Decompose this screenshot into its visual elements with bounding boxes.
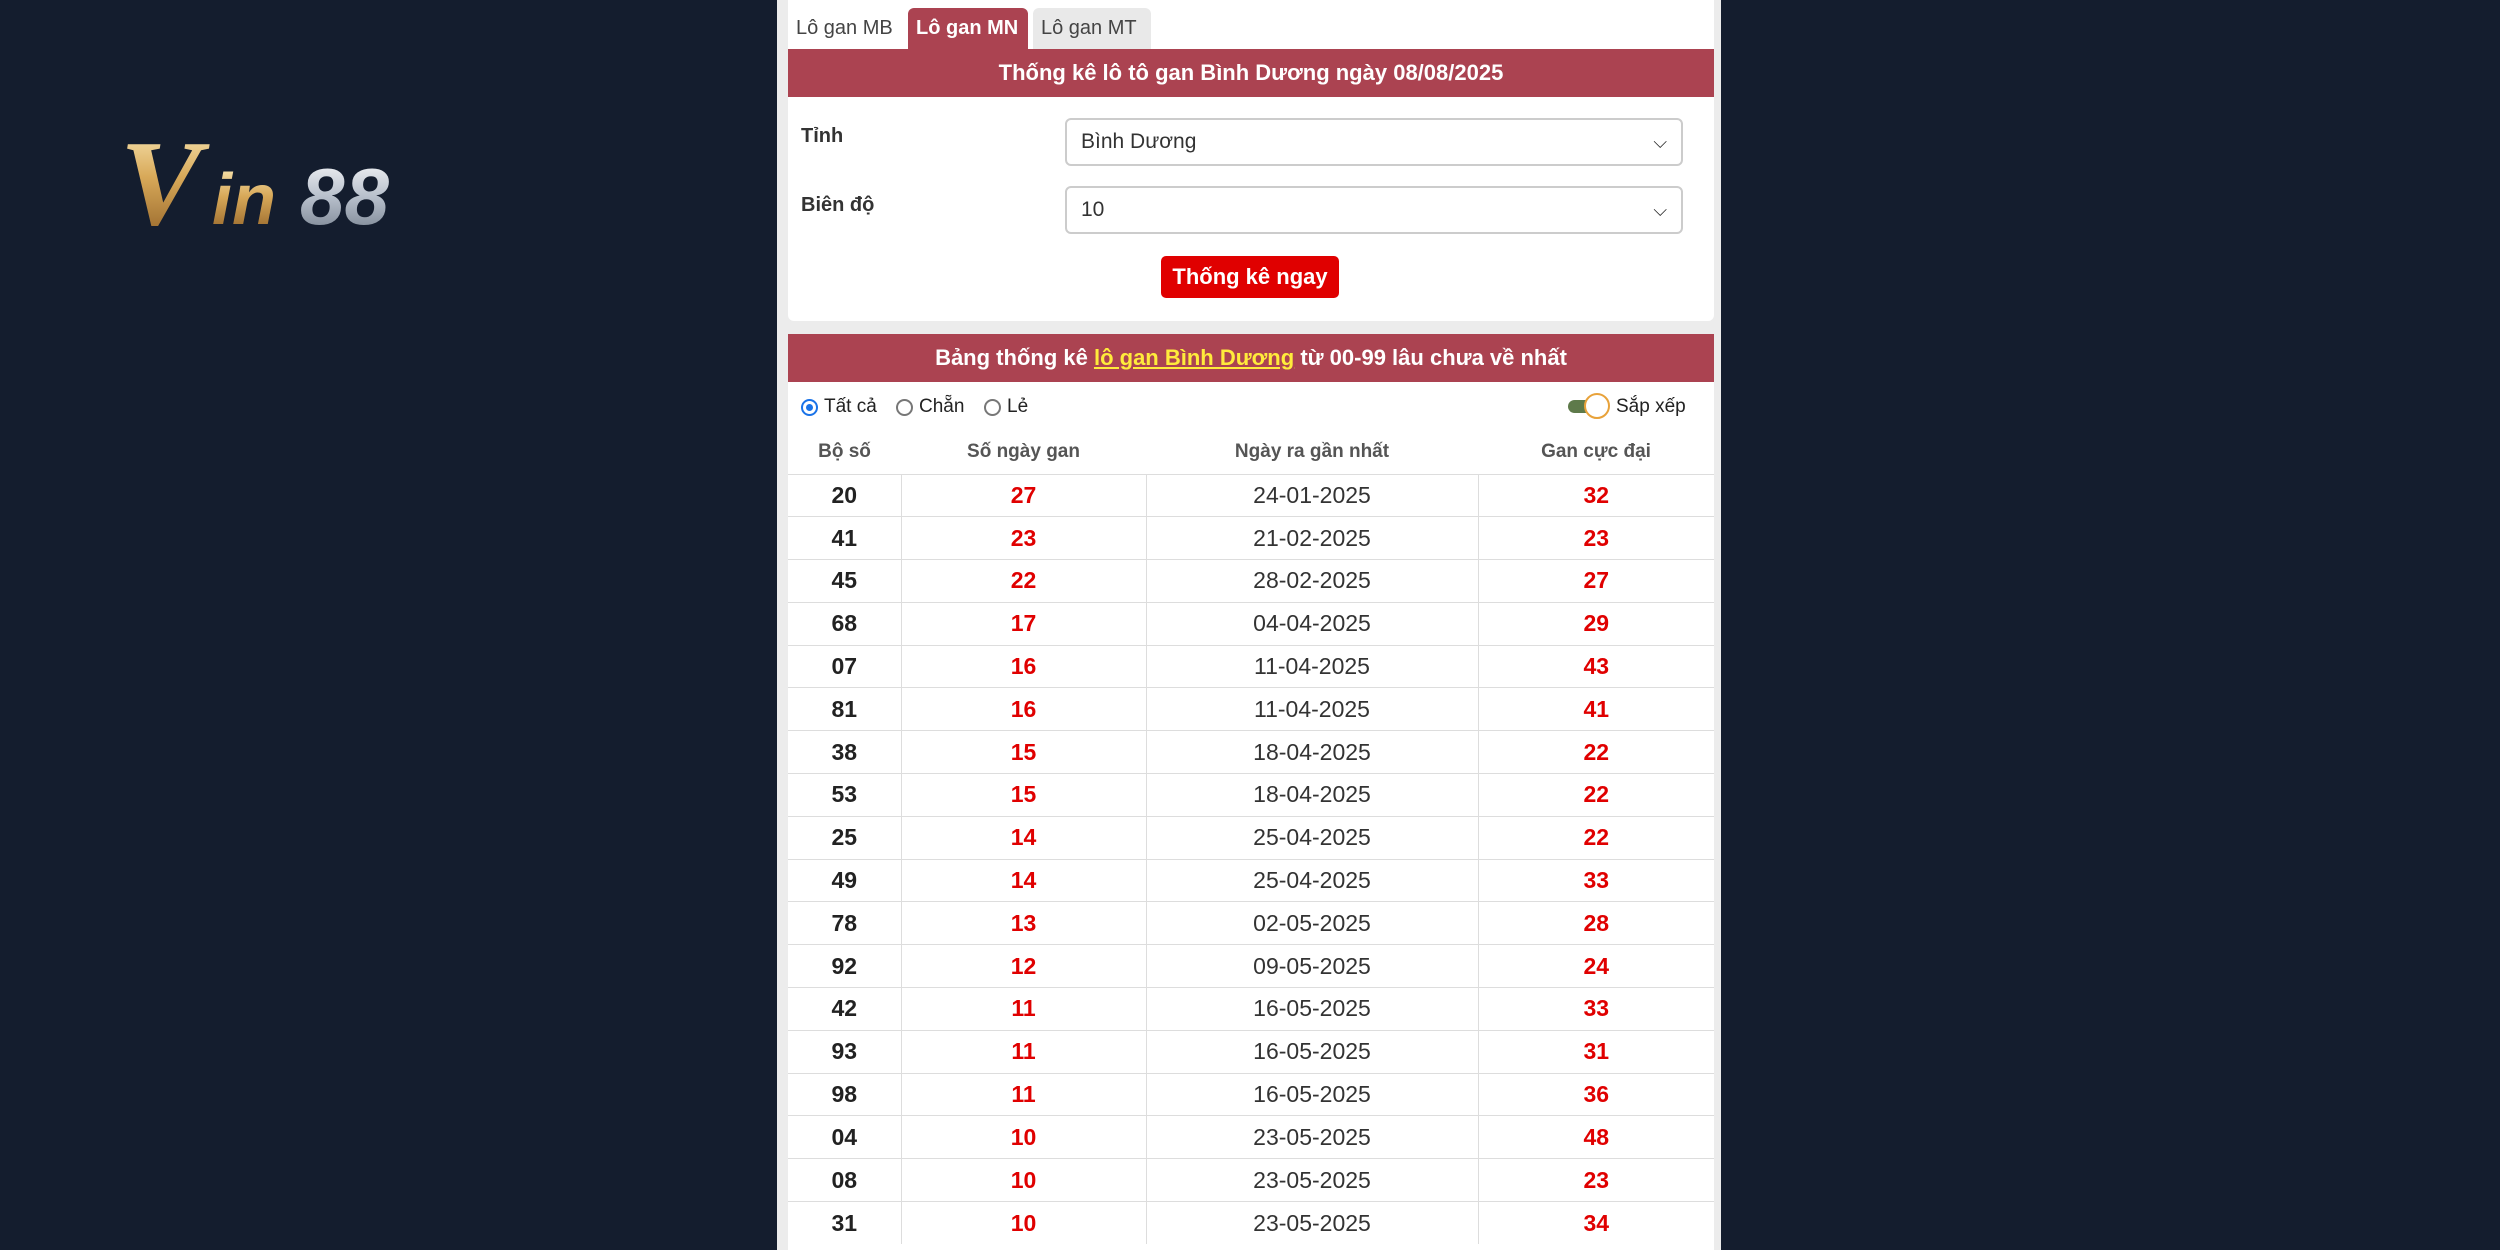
cell-ngay-ra: 11-04-2025 [1146,688,1478,731]
stats-form [788,97,1714,321]
cell-ngay-ra: 04-04-2025 [1146,602,1478,645]
col-header-bo-so[interactable]: Bộ số [788,430,901,474]
cell-so-ngay-gan: 14 [901,859,1146,902]
cell-bo-so: 38 [788,731,901,774]
cell-gan-cuc-dai: 22 [1478,816,1714,859]
table-row [788,1073,1714,1116]
filter-even-radio[interactable] [896,397,964,417]
table-header-row [788,430,1714,474]
cell-ngay-ra: 25-04-2025 [1146,859,1478,902]
cell-gan-cuc-dai: 23 [1478,1159,1714,1202]
table-row [788,474,1714,517]
cell-ngay-ra: 23-05-2025 [1146,1202,1478,1245]
cell-bo-so: 20 [788,474,901,517]
svg-text:88: 88 [300,152,389,238]
cell-ngay-ra: 24-01-2025 [1146,474,1478,517]
cell-ngay-ra: 23-05-2025 [1146,1159,1478,1202]
table-row [788,645,1714,688]
province-select[interactable] [1065,118,1683,166]
chevron-down-icon: ⌵ [1653,200,1667,220]
table-row [788,560,1714,603]
cell-bo-so: 25 [788,816,901,859]
stats-title [788,334,1714,382]
table-row [788,859,1714,902]
cell-ngay-ra: 09-05-2025 [1146,945,1478,988]
stats-title-prefix: Bảng thống kê [935,345,1088,370]
cell-bo-so: 49 [788,859,901,902]
cell-ngay-ra: 18-04-2025 [1146,731,1478,774]
cell-gan-cuc-dai: 28 [1478,902,1714,945]
cell-ngay-ra: 16-05-2025 [1146,1073,1478,1116]
cell-so-ngay-gan: 23 [901,517,1146,560]
cell-ngay-ra: 18-04-2025 [1146,774,1478,817]
cell-bo-so: 31 [788,1202,901,1245]
svg-text:V: V [120,118,202,238]
sort-toggle[interactable] [1568,393,1612,419]
tab-lo-gan-mn[interactable]: Lô gan MN [908,8,1028,49]
svg-text:in: in [212,160,276,238]
cell-so-ngay-gan: 16 [901,645,1146,688]
col-header-so-ngay-gan[interactable]: Số ngày gan [901,430,1146,474]
cell-bo-so: 68 [788,602,901,645]
stats-title-suffix: từ 00-99 lâu chưa về nhất [1300,345,1567,370]
cell-bo-so: 42 [788,988,901,1031]
table-row [788,774,1714,817]
vin88-logo [120,118,480,238]
cell-bo-so: 92 [788,945,901,988]
radio-checked-icon [801,399,818,416]
table-row [788,1030,1714,1073]
cell-bo-so: 04 [788,1116,901,1159]
toggle-knob [1584,393,1610,419]
table-row [788,731,1714,774]
cell-gan-cuc-dai: 33 [1478,988,1714,1031]
province-select-value: Bình Dương [1081,130,1197,153]
sort-label: Sắp xếp [1616,396,1686,417]
range-select-value: 10 [1081,198,1105,221]
cell-so-ngay-gan: 13 [901,902,1146,945]
vin88-logo-art [120,118,480,238]
cell-so-ngay-gan: 15 [901,731,1146,774]
cell-ngay-ra: 23-05-2025 [1146,1116,1478,1159]
cell-bo-so: 08 [788,1159,901,1202]
lo-gan-panel [777,0,1721,1250]
cell-so-ngay-gan: 27 [901,474,1146,517]
range-label: Biên độ [801,194,875,216]
cell-ngay-ra: 16-05-2025 [1146,988,1478,1031]
cell-so-ngay-gan: 14 [901,816,1146,859]
cell-bo-so: 45 [788,560,901,603]
cell-so-ngay-gan: 11 [901,988,1146,1031]
cell-ngay-ra: 02-05-2025 [1146,902,1478,945]
table-row [788,945,1714,988]
province-label: Tỉnh [801,125,844,147]
cell-so-ngay-gan: 12 [901,945,1146,988]
cell-gan-cuc-dai: 23 [1478,517,1714,560]
cell-bo-so: 81 [788,688,901,731]
table-row [788,602,1714,645]
cell-gan-cuc-dai: 29 [1478,602,1714,645]
table-row [788,1159,1714,1202]
table-row [788,688,1714,731]
radio-unchecked-icon [984,399,1001,416]
cell-gan-cuc-dai: 36 [1478,1073,1714,1116]
cell-gan-cuc-dai: 32 [1478,474,1714,517]
stats-title-link[interactable]: lô gan Bình Dương [1093,345,1295,370]
tab-lo-gan-mt[interactable]: Lô gan MT [1033,8,1151,49]
cell-so-ngay-gan: 17 [901,602,1146,645]
cell-gan-cuc-dai: 31 [1478,1030,1714,1073]
cell-gan-cuc-dai: 22 [1478,774,1714,817]
filter-all-radio[interactable] [801,397,877,417]
cell-so-ngay-gan: 11 [901,1030,1146,1073]
cell-bo-so: 93 [788,1030,901,1073]
cell-so-ngay-gan: 10 [901,1159,1146,1202]
cell-so-ngay-gan: 10 [901,1116,1146,1159]
cell-bo-so: 53 [788,774,901,817]
cell-so-ngay-gan: 15 [901,774,1146,817]
cell-gan-cuc-dai: 34 [1478,1202,1714,1245]
table-row [788,988,1714,1031]
stats-table [788,430,1714,1250]
filter-odd-radio[interactable] [984,397,1028,417]
cell-gan-cuc-dai: 24 [1478,945,1714,988]
table-row [788,816,1714,859]
col-header-ngay-ra[interactable]: Ngày ra gần nhất [1146,430,1478,474]
region-tabs [788,0,1714,49]
filter-all-label: Tất cả [824,396,877,417]
form-title: Thống kê lô tô gan Bình Dương ngày 08/08/2025 [788,49,1714,97]
cell-bo-so: 78 [788,902,901,945]
cell-so-ngay-gan: 11 [901,1073,1146,1116]
cell-gan-cuc-dai: 22 [1478,731,1714,774]
submit-button[interactable]: Thống kê ngay [1161,256,1339,298]
cell-ngay-ra: 28-02-2025 [1146,560,1478,603]
radio-unchecked-icon [896,399,913,416]
cell-bo-so: 07 [788,645,901,688]
cell-bo-so: 98 [788,1073,901,1116]
filter-even-label: Chẵn [919,396,965,417]
cell-so-ngay-gan: 16 [901,688,1146,731]
table-row [788,517,1714,560]
cell-ngay-ra: 21-02-2025 [1146,517,1478,560]
chevron-down-icon: ⌵ [1653,132,1667,152]
cell-gan-cuc-dai: 41 [1478,688,1714,731]
filter-row [788,382,1714,430]
table-row [788,1116,1714,1159]
cell-gan-cuc-dai: 27 [1478,560,1714,603]
cell-ngay-ra: 25-04-2025 [1146,816,1478,859]
col-header-gan-cuc-dai[interactable]: Gan cực đại [1478,430,1714,474]
cell-ngay-ra: 11-04-2025 [1146,645,1478,688]
table-row [788,902,1714,945]
cell-gan-cuc-dai: 33 [1478,859,1714,902]
tab-lo-gan-mb[interactable]: Lô gan MB [788,8,903,49]
filter-odd-label: Lẻ [1007,396,1029,417]
range-select[interactable] [1065,186,1683,234]
cell-gan-cuc-dai: 48 [1478,1116,1714,1159]
cell-so-ngay-gan: 10 [901,1202,1146,1245]
cell-so-ngay-gan: 22 [901,560,1146,603]
cell-gan-cuc-dai: 43 [1478,645,1714,688]
table-row [788,1202,1714,1245]
cell-ngay-ra: 16-05-2025 [1146,1030,1478,1073]
cell-bo-so: 41 [788,517,901,560]
